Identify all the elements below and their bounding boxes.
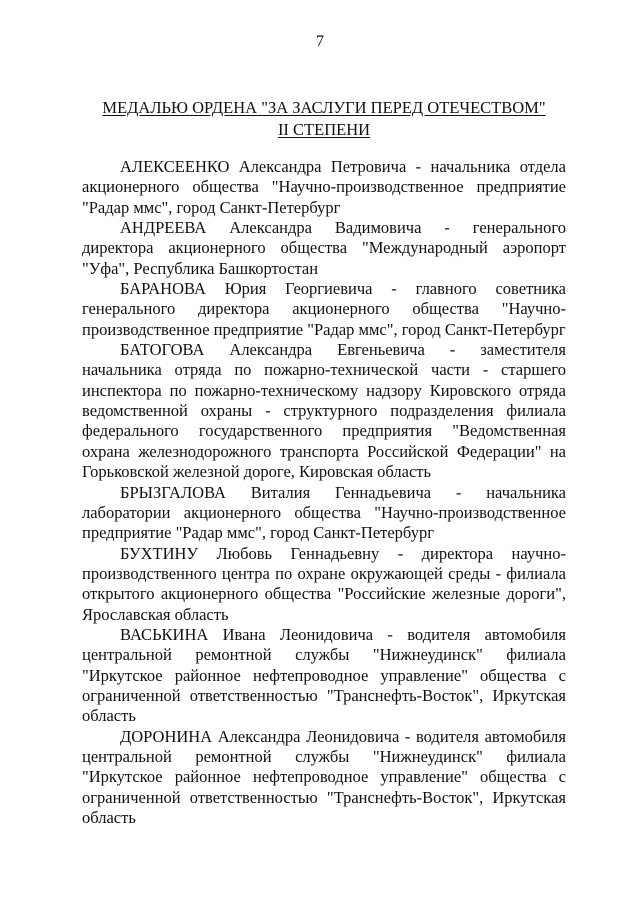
awardee-entry: АЛЕКСЕЕНКО Александра Петровича - начальника отдела акционерного общества "Научно-производственное предприятие "Радар ммс", город Санкт-Петербург (82, 157, 566, 217)
page-number: 7 (316, 33, 324, 50)
awardee-entry: БУХТИНУ Любовь Геннадьевну - директора научно-производственного центра по охране окружающей среды - филиала открытого акционерного общества "Российские железные дороги", Ярославская область (82, 543, 566, 624)
awardee-entry: БАРАНОВА Юрия Георгиевича - главного советника генерального директора акционерного общества "Научно-производственное предприятие "Радар ммс", город Санкт-Петербург (82, 279, 566, 339)
awardee-entry: ВАСЬКИНА Ивана Леонидовича - водителя автомобиля центральной ремонтной службы "Нижнеудинск" филиала "Иркутское районное нефтепроводное управление" общества с ограниченной ответственностью "Транснефть-Восток", Иркутская область (82, 624, 566, 726)
award-heading-line-2: II СТЕПЕНИ (277, 120, 371, 139)
award-heading (82, 97, 566, 141)
awardee-list (82, 157, 566, 828)
awardee-entry: БРЫЗГАЛОВА Виталия Геннадьевича - начальника лаборатории акционерного общества "Научно-производственное предприятие "Радар ммс", город Санкт-Петербург (82, 482, 566, 543)
awardee-entry: ДОРОНИНА Александра Леонидовича - водителя автомобиля центральной ремонтной службы "Нижнеудинск" филиала "Иркутское районное нефтепроводное управление" общества с ограниченной ответственностью "Транснефть-Восток", Иркутская область (82, 726, 566, 827)
awardee-entry: АНДРЕЕВА Александра Вадимовича - генерального директора акционерного общества "Международный аэропорт "Уфа", Республика Башкортостан (82, 218, 566, 278)
awardee-entry: БАТОГОВА Александра Евгеньевича - заместителя начальника отряда по пожарно-технической части - старшего инспектора по пожарно-техническому надзору Кировского отряда ведомственной охраны - структурного подразделения филиала федерального государственного предприятия "Ведомственная охрана железнодорожного транспорта Российской Федерации" на Горьковской железной дороге, Кировская область (82, 340, 566, 482)
award-heading-line-1: МЕДАЛЬЮ ОРДЕНА "ЗА ЗАСЛУГИ ПЕРЕД ОТЕЧЕСТВОМ" (102, 98, 546, 117)
